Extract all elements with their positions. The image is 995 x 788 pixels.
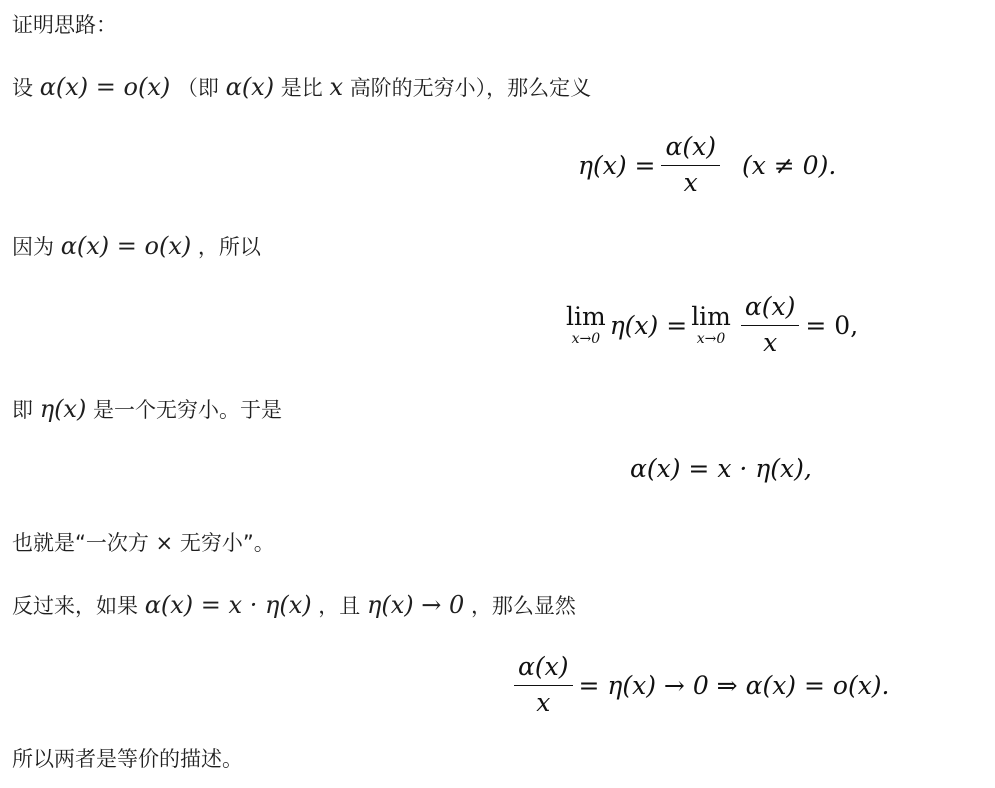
eq2-lim-word-2: lim (691, 302, 731, 331)
eq2-limit-1 (566, 303, 606, 347)
paragraph-eta-infinitesimal (12, 394, 282, 425)
math-alpha-eq-o-2: α(x) = o(x) (60, 232, 192, 260)
equation-conclusion (508, 652, 890, 718)
text-she: 设 (12, 76, 33, 100)
eq3-expr: α(x) = x · η(x), (630, 454, 812, 483)
text-obviously: ，那么显然 (470, 594, 576, 618)
paragraph-because (12, 231, 261, 262)
eq1-condition: (x ≠ 0). (741, 150, 837, 180)
eq1-fraction (661, 132, 720, 198)
eq2-denominator: x (763, 328, 778, 357)
eq4-fraction (514, 652, 573, 718)
eq4-rhs: = η(x) → 0 ⇒ α(x) = o(x). (578, 670, 890, 700)
eq2-mid: η(x) = (609, 310, 688, 340)
eq2-fraction (741, 292, 800, 358)
heading: 证明思路： (12, 13, 117, 37)
eq2-numerator: α(x) (741, 292, 800, 326)
math-alpha: α(x) (225, 73, 275, 101)
text-higher-order: 高阶的无穷小），那么定义 (349, 76, 592, 100)
text-is-infinitesimal: 是一个无穷小。于是 (93, 398, 283, 422)
text-suoyi: ，所以 (197, 235, 261, 259)
math-alpha-eq-o: α(x) = o(x) (39, 73, 171, 101)
equation-limit (562, 292, 858, 358)
text-ji: （即 (176, 76, 219, 100)
math-x: x (329, 73, 343, 101)
text-conversely: 反过来，如果 (12, 594, 138, 618)
text-and: ，且 (318, 594, 361, 618)
eq2-lim-word-1: lim (566, 302, 606, 331)
text-shibi: 是比 (280, 76, 323, 100)
math-alpha-product: α(x) = x · η(x) (144, 591, 312, 619)
eq1-denominator: x (683, 168, 698, 197)
equation-alpha-product (630, 454, 812, 483)
paragraph-conversely (12, 590, 576, 621)
eq4-denominator: x (536, 688, 551, 717)
paragraph-equivalent: 所以两者是等价的描述。 (12, 747, 243, 771)
math-eta-to-zero: η(x) → 0 (366, 591, 465, 619)
eq1-lhs: η(x) = (578, 150, 656, 180)
eq4-numerator: α(x) (514, 652, 573, 686)
equation-eta-definition (578, 132, 836, 198)
eq2-rhs: = 0, (805, 310, 859, 340)
paragraph-definition (12, 72, 591, 103)
eq2-lim-sub-2: x→0 (696, 331, 726, 347)
paragraph-first-power: 也就是“一次方 × 无穷小”。 (12, 531, 275, 555)
text-ji-2: 即 (12, 398, 33, 422)
math-eta: η(x) (39, 395, 87, 423)
eq2-lim-sub-1: x→0 (571, 331, 601, 347)
text-yinwei: 因为 (12, 235, 54, 259)
eq1-numerator: α(x) (661, 132, 720, 166)
eq2-limit-2 (691, 303, 731, 347)
